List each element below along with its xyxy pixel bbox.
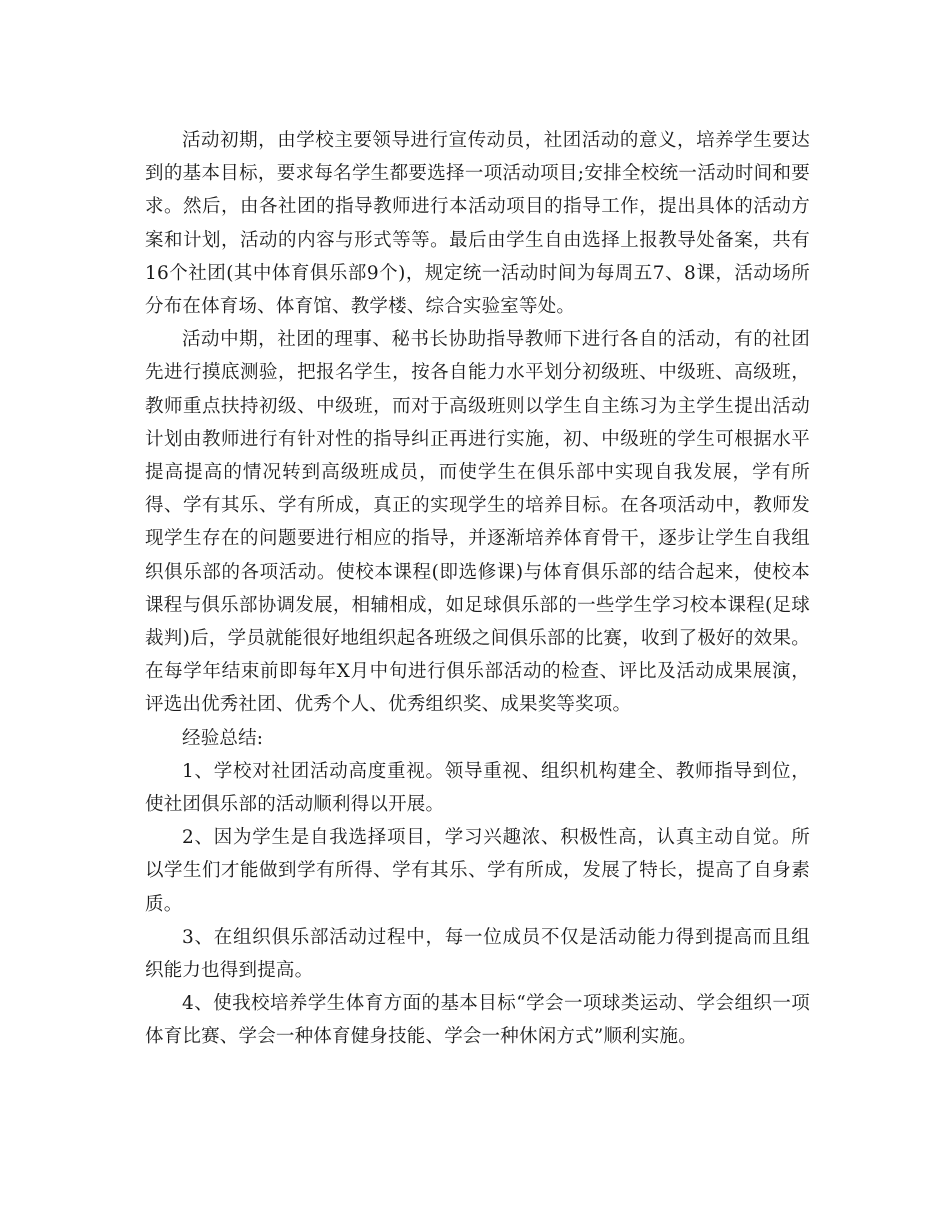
summary-item-4: 4、使我校培养学生体育方面的基本目标“学会一项球类运动、学会组织一项体育比赛、学会一种体育健身技能、学会一种休闲方式”顺利实施。 xyxy=(145,993,810,1048)
paragraph-activity-middle: 活动中期，社团的理事、秘书长协助指导教师下进行各自的活动，有的社团先进行摸底测验，把报名学生，按各自能力水平划分初级班、中级班、高级班，教师重点扶持初级、中级班，而对于高级班则以学生自主练习为主学生提出活动计划由教师进行有针对性的指导纠正再进行实施，初、中级班的学生可根据水平提高提高的情况转到高级班成员，而使学生在俱乐部中实现自我发展，学有所得、学有其乐、学有所成，真正的实现学生的培养目标。在各项活动中，教师发现学生存在的问题要进行相应的指导，并逐渐培养体育骨干，逐步让学生自我组织俱乐部的各项活动。使校本课程(即选修课)与体育俱乐部的结合起来，使校本课程与俱乐部协调发展，相辅相成，如足球俱乐部的一些学生学习校本课程(足球裁判)后，学员就能很好地组织起各班级之间俱乐部的比赛，收到了极好的效果。在每学年结束前即每年X月中旬进行俱乐部活动的检查、评比及活动成果展演，评选出优秀社团、优秀个人、优秀组织奖、成果奖等奖项。 xyxy=(145,329,810,716)
document-body xyxy=(145,124,810,1054)
experience-summary-heading: 经验总结: xyxy=(182,727,264,749)
paragraph-activity-early: 活动初期，由学校主要领导进行宣传动员，社团活动的意义，培养学生要达到的基本目标，要求每名学生都要选择一项活动项目;安排全校统一活动时间和要求。然后，由各社团的指导教师进行本活动项目的指导工作，提出具体的活动方案和计划，活动的内容与形式等等。最后由学生自由选择上报教导处备案，共有16个社团(其中体育俱乐部9个)，规定统一活动时间为每周五7、8课，活动场所分布在体育场、体育馆、教学楼、综合实验室等处。 xyxy=(145,130,810,318)
summary-item-2: 2、因为学生是自我选择项目，学习兴趣浓、积极性高，认真主动自觉。所以学生们才能做到学有所得、学有其乐、学有所成，发展了特长，提高了自身素质。 xyxy=(145,827,810,915)
summary-item-1: 1、学校对社团活动高度重视。领导重视、组织机构建全、教师指导到位，使社团俱乐部的活动顺利得以开展。 xyxy=(145,760,810,816)
summary-item-3: 3、在组织俱乐部活动过程中，每一位成员不仅是活动能力得到提高而且组织能力也得到提高。 xyxy=(145,926,810,982)
